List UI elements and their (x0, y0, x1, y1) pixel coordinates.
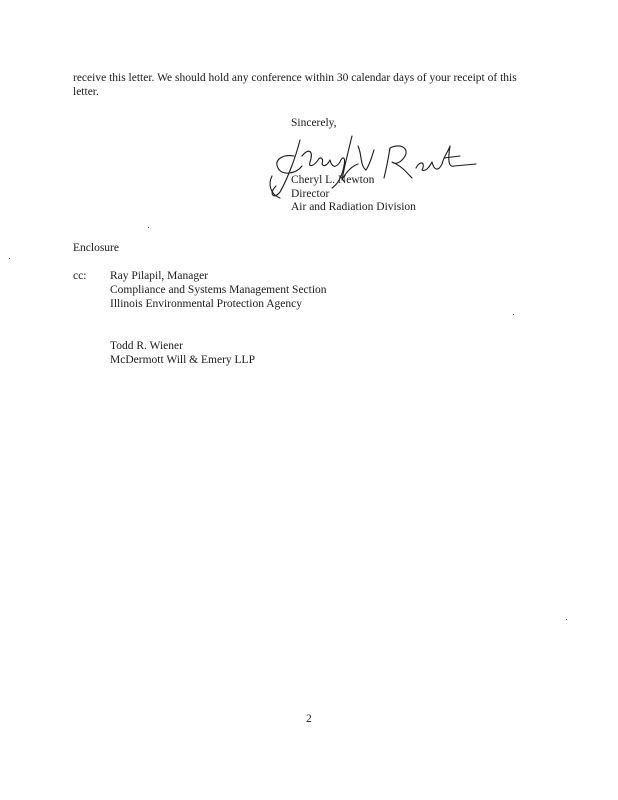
enclosure-label: Enclosure (73, 242, 119, 254)
closing-paragraph-line-1: receive this letter. We should hold any conference within 30 calendar days of your receipt of this (73, 72, 517, 84)
scan-speck (566, 619, 567, 620)
signer-division: Air and Radiation Division (291, 201, 416, 213)
signer-name: Cheryl L. Newton (291, 174, 375, 186)
cc-recipient-1-line-2: Compliance and Systems Management Section (110, 284, 327, 296)
cc-label: cc: (73, 270, 87, 282)
page-number: 2 (306, 713, 312, 725)
cc-recipient-1-line-3: Illinois Environmental Protection Agency (110, 298, 302, 310)
cc-recipient-2-line-2: McDermott Will & Emery LLP (110, 354, 255, 366)
scan-speck (148, 227, 149, 228)
closing-salutation: Sincerely, (291, 117, 337, 129)
scan-speck (513, 314, 514, 315)
signer-title: Director (291, 188, 330, 200)
cc-recipient-2-name: Todd R. Wiener (110, 340, 183, 352)
cc-recipient-1-name: Ray Pilapil, Manager (110, 270, 209, 282)
closing-paragraph-line-2: letter. (73, 86, 99, 98)
scan-speck (9, 258, 10, 259)
